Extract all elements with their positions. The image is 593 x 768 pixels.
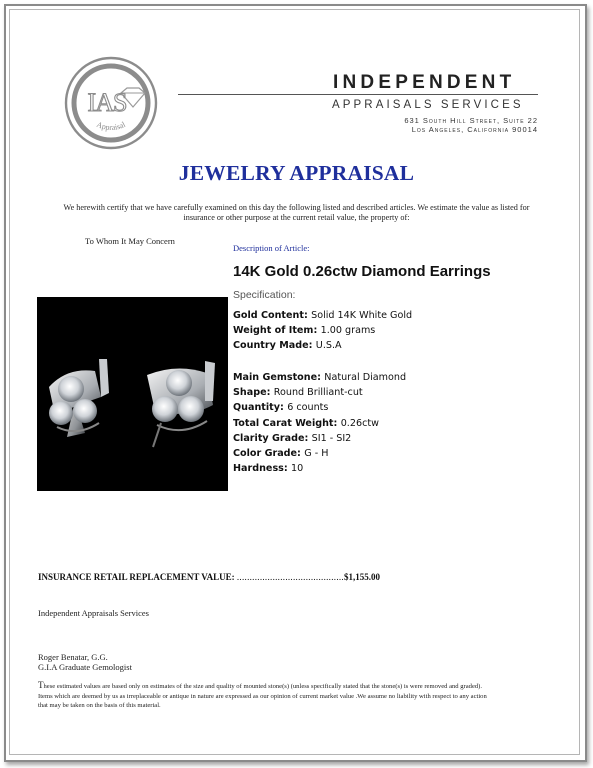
- spec-key: Quantity: [233, 402, 281, 414]
- signer-name: Roger Benatar, G.G.: [38, 652, 108, 662]
- leader-dots: ..........................................: [236, 572, 344, 582]
- spec-key: Color Grade: [233, 448, 298, 460]
- recipient: To Whom It May Concern: [85, 236, 175, 246]
- spec-key: Main Gemstone: [233, 372, 318, 383]
- spec-row: Shape: Round Brilliant-cut: [233, 387, 363, 399]
- item-title: 14K Gold 0.26ctw Diamond Earrings: [233, 263, 491, 280]
- disclaimer-text: hese estimated values are based only on estimates of the size and quality of mounted stone(s) (unless specifically stated that the stone(s) is were removed and graded). Items which are deemed by us as irreplaceable or antique in nature are expressed as our opinion of current market value .We assume no liability with respect to any action that may be taken on the basis of this material.: [38, 683, 487, 709]
- spec-row: Total Carat Weight: 0.26ctw: [233, 417, 379, 429]
- address-line-1: 631 South Hill Street, Suite 22: [404, 116, 538, 125]
- ias-logo: [63, 55, 159, 151]
- spec-value: Solid 14K White Gold: [311, 310, 413, 321]
- disclaimer: [38, 681, 498, 711]
- svg-text:Appraisal: Appraisal: [95, 119, 127, 133]
- spec-group-gemstone: [233, 370, 406, 476]
- spec-row: Quantity: 6 counts: [233, 402, 329, 414]
- document-title: JEWELRY APPRAISAL: [178, 161, 415, 185]
- signer-title: G.I.A Graduate Gemologist: [38, 662, 132, 672]
- description-label: Description of Article:: [233, 243, 310, 253]
- spec-key: Hardness: [233, 463, 284, 475]
- spec-key: Clarity Grade: [233, 432, 305, 444]
- certification-line-2: insurance or other purpose at the current retail value, the property of:: [183, 213, 410, 222]
- company-name: INDEPENDENT: [333, 72, 516, 93]
- spec-row: Hardness: 10: [233, 463, 304, 475]
- footer-company: Independent Appraisals Services: [38, 608, 149, 618]
- spec-value: U.S.A: [315, 340, 342, 352]
- spec-group-metal: [233, 308, 412, 354]
- certification-line-1: We herewith certify that we have carefully examined on this day the following listed and described articles. We estimate the value as listed for: [63, 203, 530, 212]
- ias-logo-seal: [63, 55, 159, 151]
- spec-key: Gold Content: [233, 310, 304, 321]
- spec-key: Country Made: [233, 340, 309, 352]
- insurance-value-line: [38, 572, 380, 582]
- product-photo: [37, 297, 228, 491]
- spec-row: Gold Content: Solid 14K White Gold: [233, 310, 413, 321]
- company-subtitle: APPRAISALS SERVICES: [332, 99, 524, 111]
- spec-key: Weight of Item: [233, 325, 314, 337]
- header-divider: [178, 94, 538, 95]
- spec-key: Shape: [233, 387, 267, 399]
- earring-left: [49, 359, 109, 437]
- spec-value: 10: [291, 463, 304, 475]
- spec-row: Clarity Grade: SI1 - SI2: [233, 432, 352, 444]
- insurance-value-label: INSURANCE RETAIL REPLACEMENT VALUE:: [38, 572, 235, 582]
- specification-label: Specification:: [233, 289, 296, 301]
- spec-value: G - H: [304, 448, 329, 460]
- spec-value: 0.26ctw: [340, 417, 379, 429]
- address-line-2: Los Angeles, California 90014: [411, 125, 538, 134]
- spec-row: Main Gemstone: Natural Diamond: [233, 372, 407, 383]
- spec-row: Weight of Item: 1.00 grams: [233, 325, 376, 337]
- spec-value: Round Brilliant-cut: [273, 387, 363, 399]
- earring-right: [147, 361, 215, 447]
- insurance-value-amount: $1,155.00: [343, 572, 380, 582]
- spec-value: SI1 - SI2: [311, 432, 352, 444]
- certification-statement: [40, 203, 553, 223]
- disclaimer-dropcap: T: [38, 680, 44, 690]
- spec-value: 1.00 grams: [320, 325, 376, 337]
- spec-key: Total Carat Weight: [233, 417, 334, 429]
- spec-value: 6 counts: [287, 402, 329, 414]
- spec-value: Natural Diamond: [324, 372, 407, 383]
- spec-row: Color Grade: G - H: [233, 448, 329, 460]
- svg-text:IAS: IAS: [87, 88, 127, 117]
- spec-row: Country Made: U.S.A: [233, 340, 342, 352]
